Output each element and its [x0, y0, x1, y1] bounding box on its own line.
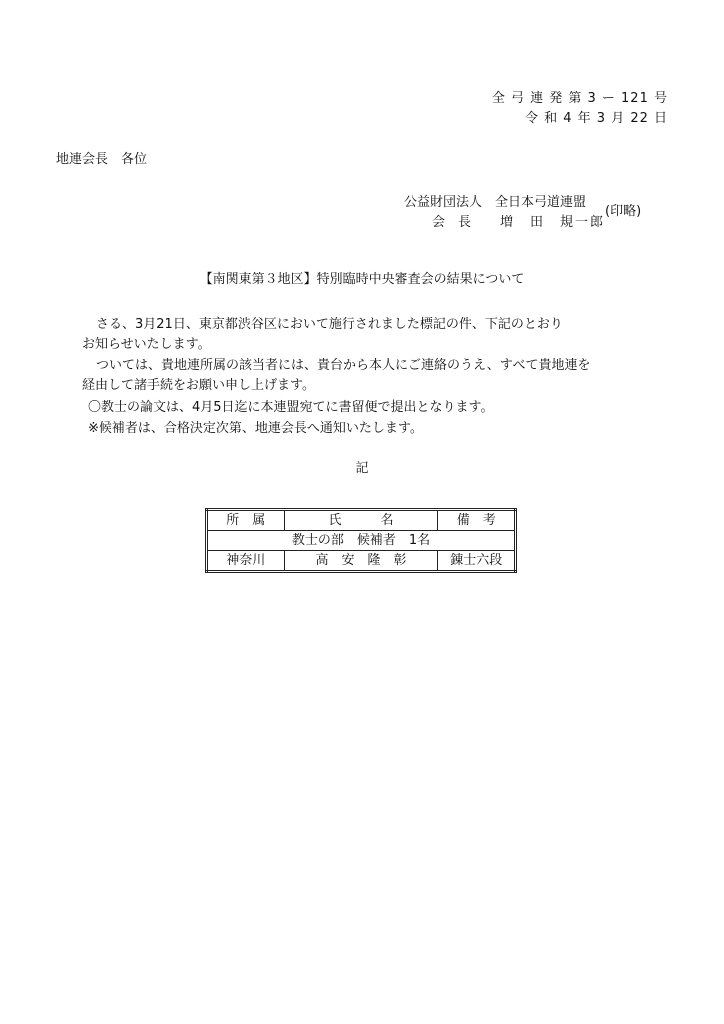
cell-remarks: 錬士六段	[438, 551, 516, 572]
ki-heading: 記	[355, 461, 369, 476]
document-number: 全 弓 連 発 第 3 ー 121 号	[491, 91, 668, 106]
note-candidate: ※候補者は、合格決定次第、地連会長へ通知いたします。	[88, 421, 423, 436]
document-date: 令 和 4 年 3 月 22 日	[524, 111, 668, 126]
header-name: 氏 名	[284, 510, 438, 531]
body-paragraph-2-line-2: 経由して諸手続をお願い申し上げます。	[82, 378, 315, 393]
body-paragraph-1-line-1: さる、3月21日、東京都渋谷区において施行されました標記の件、下記のとおり	[96, 317, 563, 332]
note-thesis: 〇教士の論文は、4月5日迄に本連盟宛てに書留便で提出となります。	[88, 400, 494, 415]
table-header-row	[207, 510, 516, 531]
table-section-row	[207, 531, 516, 551]
addressee: 地連会長 各位	[56, 152, 148, 167]
header-affiliation: 所 属	[207, 510, 285, 531]
header-remarks: 備 考	[438, 510, 516, 531]
sender-organization: 公益財団法人 全日本弓道連盟	[404, 195, 587, 210]
body-paragraph-1-line-2: お知らせいたします。	[82, 337, 211, 352]
cell-affiliation: 神奈川	[207, 551, 285, 572]
cell-name: 高 安 隆 彰	[284, 551, 438, 572]
section-label: 教士の部 候補者 1名	[207, 531, 516, 551]
table-row	[207, 551, 516, 572]
sender-title: 会 長	[432, 215, 472, 230]
document-subject: 【南関東第３地区】特別臨時中央審査会の結果について	[199, 272, 525, 287]
body-paragraph-2-line-1: ついては、貴地連所属の該当者には、貴台から本人にご連絡のうえ、すべて貴地連を	[96, 358, 591, 373]
seal-note: (印略)	[605, 204, 642, 219]
result-table	[205, 508, 517, 573]
sender-name: 増 田 規一郎	[500, 215, 606, 230]
